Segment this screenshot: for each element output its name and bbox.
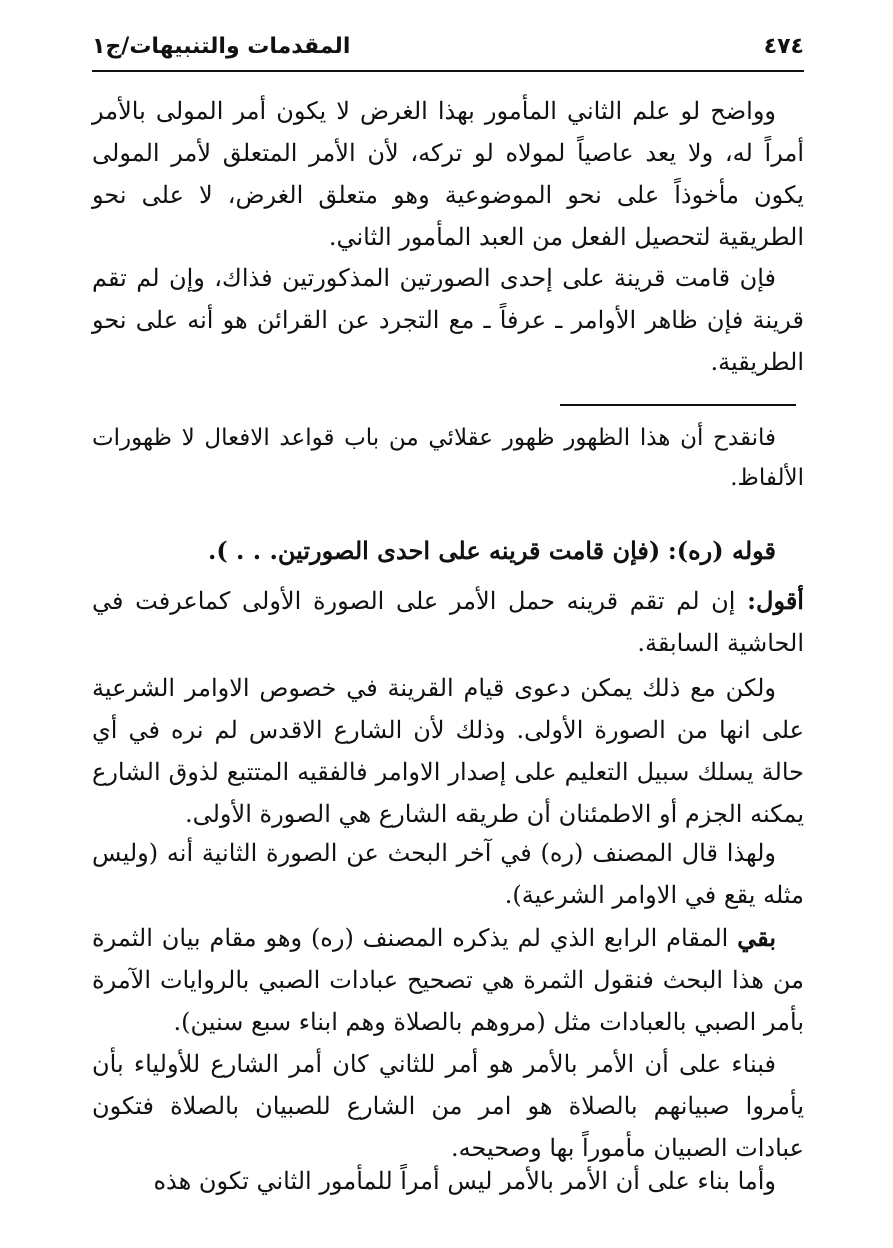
header-rule	[92, 70, 804, 72]
commentary-paragraph-7-text: وأما بناء على أن الأمر بالأمر ليس أمراً للمأمور الثاني تكون هذه	[153, 1167, 776, 1195]
body-paragraph-2-text: فإن قامت قرينة على إحدى الصورتين المذكورتين فذاك، وإن لم تقم قرينة فإن ظاهر الأوامر ـ عرفاً ـ مع التجرد عن القرائن هو أنه على نحو الطريقية.	[92, 264, 804, 376]
quote-text: (فإن قامت قرينه على احدى الصورتين. . . ).	[207, 536, 661, 565]
quote-label: قوله (ره):	[667, 536, 776, 565]
commentary-paragraph-5	[92, 917, 804, 1043]
commentary-paragraph-7	[92, 1160, 804, 1202]
commentary-paragraph-6-text: فبناء على أن الأمر بالأمر هو أمر للثاني كان أمر الشارع للأولياء بأن يأمروا صبيانهم بالصلاة هو امر من الشارع للصبيان بالصلاة فتكون عبادات الصبيان مأموراً بها وصحيحه.	[92, 1050, 804, 1162]
commentary-paragraph-5-lead: بقي	[737, 923, 776, 952]
aqool-label: أقول:	[747, 586, 804, 615]
body-paragraph-1	[92, 90, 804, 258]
commentary-paragraph-5-text: المقام الرابع الذي لم يذكره المصنف (ره) وهو مقام بيان الثمرة من هذا البحث فنقول الثمرة هي تصحيح عبادات الصبي بالروايات الآمرة بأمر الصبي بالعبادات مثل (مروهم بالصلاة وهم ابناء سبع سنين).	[92, 924, 804, 1036]
commentary-paragraph-3	[92, 667, 804, 835]
body-paragraph-2	[92, 257, 804, 383]
commentary-paragraph-4	[92, 832, 804, 916]
quote-line	[92, 530, 804, 572]
footnote-rule	[560, 404, 796, 406]
commentary-paragraph-3-text: ولكن مع ذلك يمكن دعوى قيام القرينة في خصوص الاوامر الشرعية على انها من الصورة الأولى. وذلك لأن الشارع الاقدس لم نره في أي حالة يسلك سبيل التعليم على إصدار الاوامر فالفقيه المتتبع لذوق الشارع يمكنه الجزم أو الاطمئنان أن طريقه الشارع هي الصورة الأولى.	[92, 674, 804, 828]
footnote-text: فانقدح أن هذا الظهور ظهور عقلائي من باب قواعد الافعال لا ظهورات الألفاظ.	[92, 425, 804, 491]
commentary-paragraph-6	[92, 1043, 804, 1169]
page-number: ٤٧٤	[763, 34, 804, 59]
page-header	[92, 34, 804, 66]
commentary-paragraph-4-text: ولهذا قال المصنف (ره) في آخر البحث عن الصورة الثانية أنه (وليس مثله يقع في الاوامر الشرعية).	[92, 839, 804, 909]
running-title: المقدمات والتنبيهات/ج١	[92, 34, 351, 59]
aqool-paragraph	[92, 580, 804, 664]
aqool-text: إن لم تقم قرينه حمل الأمر على الصورة الأولى كماعرفت في الحاشية السابقة.	[92, 587, 804, 657]
footnote	[92, 418, 804, 498]
body-paragraph-1-text: وواضح لو علم الثاني المأمور بهذا الغرض لا يكون أمر المولى بالأمر أمراً له، ولا يعد عاصياً لمولاه لو تركه، لأن الأمر المتعلق لأمر المولى يكون مأخوذاً على نحو الموضوعية وهو متعلق الغرض، لا على نحو الطريقية لتحصيل الفعل من العبد المأمور الثاني.	[92, 97, 804, 251]
